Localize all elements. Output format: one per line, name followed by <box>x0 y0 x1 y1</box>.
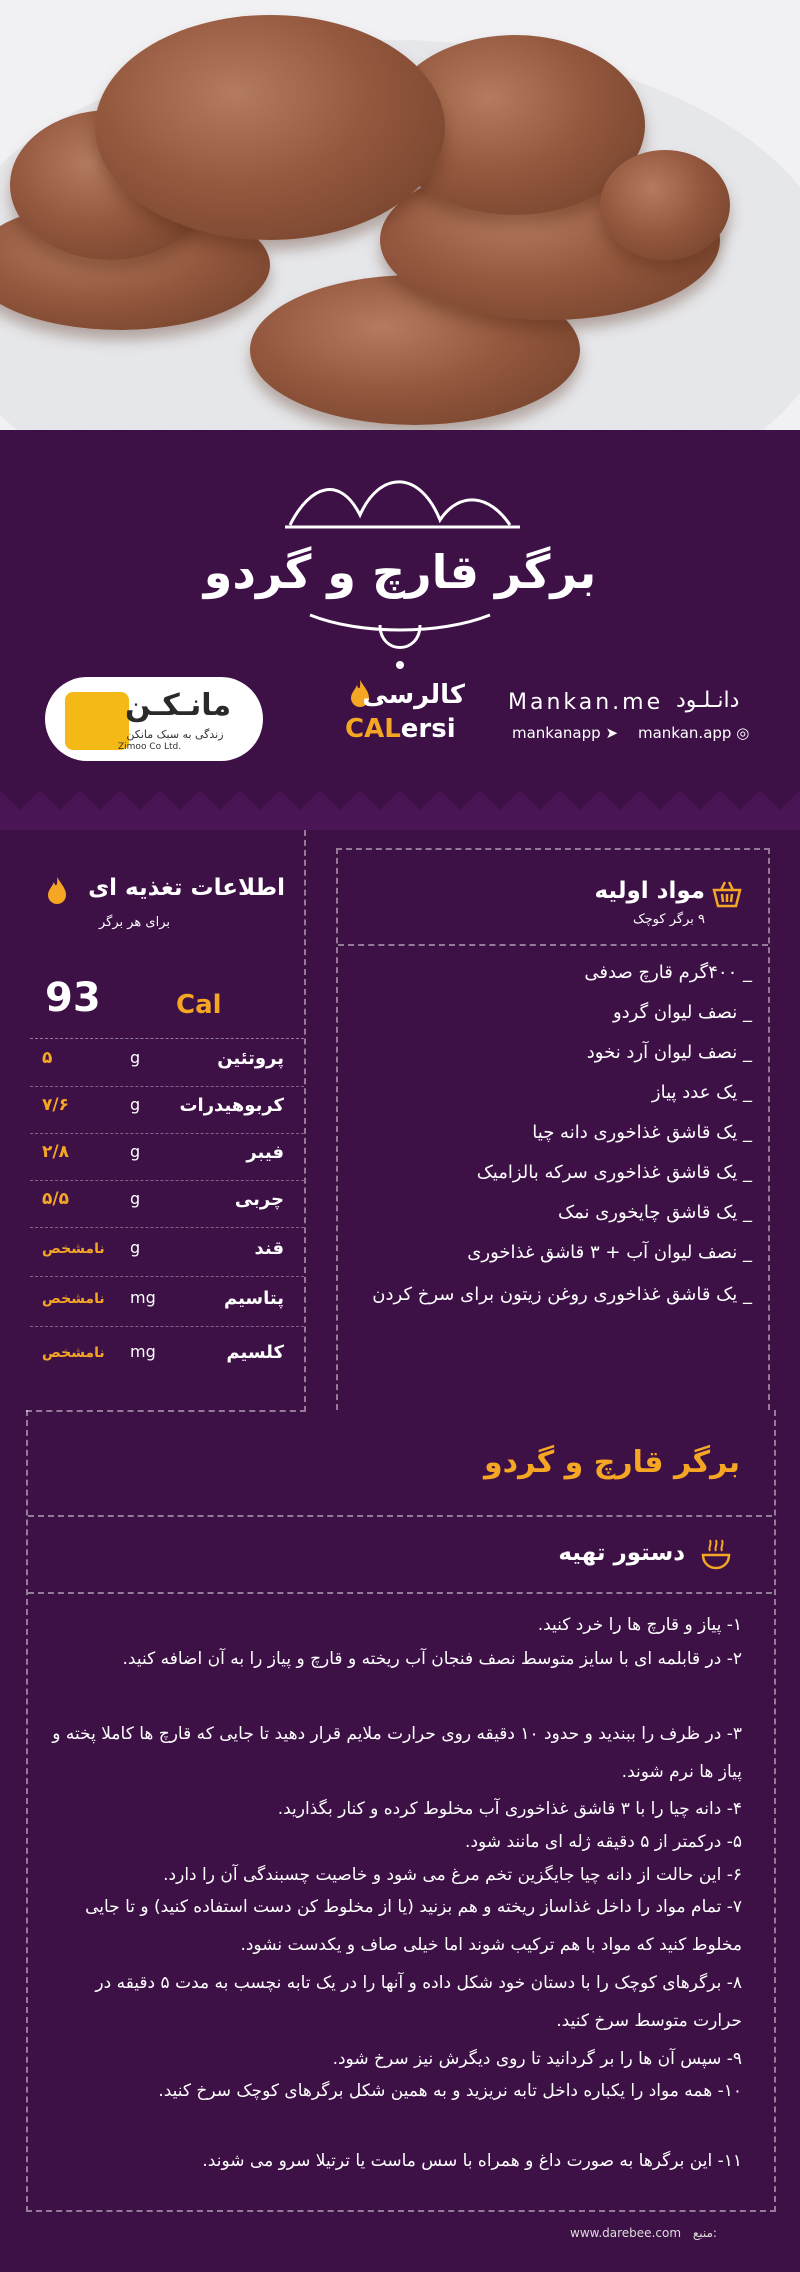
nutrition-subtitle: برای هر برگر <box>98 915 170 930</box>
page-title: برگر قارچ و گردو <box>203 545 597 599</box>
telegram-handle[interactable]: mankanapp ➤ <box>512 724 619 742</box>
calersi-persian: کالرسی <box>362 680 465 710</box>
recipe-step: ۹- سپس آن ها را بر گردانید تا روی دیگرش نیز سرخ شود. <box>332 2049 742 2069</box>
source-url[interactable]: www.darebee.com <box>570 2226 682 2240</box>
calories-value: 93 <box>45 975 101 1021</box>
recipe-step: ۷- تمام مواد را داخل غذاساز ریخته و هم بزنید (یا از مخلوط کن دست استفاده کنید) و تا جایی مخلوط کنید که مواد با هم ترکیب شوند اما خیلی صاف و یکدست نشود. <box>85 1897 742 1955</box>
brand-tagline: زندگی به سبک مانکن <box>126 728 224 741</box>
calories-unit: Cal <box>176 990 222 1020</box>
bowl-icon <box>700 1537 732 1571</box>
ingredient-item: _ ۴۰۰گرم قارچ صدفی <box>584 962 752 983</box>
ingredient-item: _ نصف لیوان گردو <box>612 1002 752 1023</box>
recipe-step: ۸- برگرهای کوچک را با دستان خود شکل داده و آنها را در یک تابه نچسب به مدت ۵ دقیقه در حرارت متوسط سرخ کنید. <box>95 1973 742 2031</box>
recipe-step: ۵- درکمتر از ۵ دقیقه ژله ای مانند شود. <box>465 1832 742 1852</box>
calersi-latin <box>345 714 485 744</box>
flame-icon <box>46 877 68 905</box>
source-credit <box>570 2226 717 2240</box>
nutrition-title: اطلاعات تغذیه ای <box>88 875 285 901</box>
recipe-step: ۱۱- این برگرها به صورت داغ و همراه با سس ماست یا ترتیلا سرو می شوند. <box>202 2151 742 2171</box>
ingredient-item: _ نصف لیوان آرد نخود <box>586 1042 752 1063</box>
instagram-icon: ◎ <box>736 724 750 742</box>
telegram-icon: ➤ <box>605 724 619 742</box>
method-title: دستور تهیه <box>558 1540 685 1566</box>
zigzag-band <box>0 790 800 830</box>
ingredient-item: _ یک قاشق چایخوری نمک <box>557 1202 752 1223</box>
site-url[interactable]: Mankan.me <box>508 690 664 715</box>
ingredient-item: _ یک قاشق غذاخوری دانه چیا <box>532 1122 752 1143</box>
recipe-title: برگر قارچ و گردو <box>484 1445 740 1480</box>
instagram-handle[interactable]: mankan.app ◎ <box>638 724 750 742</box>
ingredient-item: _ یک قاشق غذاخوری سرکه بالزامیک <box>476 1162 752 1183</box>
nutrition-row: کلسیم mg نامشخص <box>42 1342 284 1363</box>
recipe-step: ۶- این حالت از دانه چیا جایگزین تخم مرغ می شود و خاصیت چسبندگی آن را دارد. <box>163 1865 742 1885</box>
nutrition-row: فیبر g ۲/۸ <box>30 1134 304 1181</box>
burger-patty <box>600 150 730 260</box>
nutrition-row: پروتئین g ۵ <box>30 1040 304 1087</box>
nutrition-row: پتاسیم mg نامشخص <box>30 1280 304 1327</box>
source-label: منبع: <box>692 2226 717 2240</box>
download-label: دانـلـود <box>676 688 740 713</box>
method-divider <box>28 1592 772 1594</box>
recipe-step: ۴- دانه چیا را با ۳ قاشق غذاخوری آب مخلوط کرده و کنار بگذارید. <box>277 1799 742 1819</box>
brand-company: Zimoo Co Ltd. <box>118 742 182 752</box>
burger-patty <box>95 15 445 240</box>
recipe-step: ۲- در قابلمه ای با سایز متوسط نصف فنجان آب ریخته و قارچ و پیاز را به آن اضافه کنید. <box>122 1649 742 1669</box>
recipe-step: ۱- پیاز و قارچ ها را خرد کنید. <box>537 1615 742 1635</box>
ingredients-divider <box>338 944 768 946</box>
nutrition-row: چربی g ۵/۵ <box>30 1181 304 1228</box>
nutrition-row: قند g نامشخص <box>30 1230 304 1277</box>
recipe-step: ۳- در ظرف را ببندید و حدود ۱۰ دقیقه روی حرارت ملایم قرار دهید تا جایی که قارچ ها کاملا پخته و پیاز ها نرم شوند. <box>52 1724 742 1782</box>
nutrition-row: کربوهیدرات g ۷/۶ <box>30 1087 304 1134</box>
nutrition-divider <box>30 1038 304 1039</box>
ingredient-item: _ یک قاشق غذاخوری روغن زیتون برای سرخ کردن <box>372 1284 752 1305</box>
ingredient-item: _ نصف لیوان آب + ۳ قاشق غذاخوری <box>467 1242 752 1263</box>
recipe-divider <box>28 1515 772 1517</box>
ingredient-item: _ یک عدد پیاز <box>651 1082 752 1103</box>
basket-icon <box>712 880 742 908</box>
ingredients-title: مواد اولیه <box>594 878 705 904</box>
brand-name: مانـکـن <box>125 688 232 723</box>
hero-photo <box>0 0 800 430</box>
ingredients-subtitle: ۹ برگر کوچک <box>633 912 705 927</box>
calersi-cal: CAL <box>345 714 401 744</box>
calersi-ersi: ersi <box>400 714 456 744</box>
recipe-step: ۱۰- همه مواد را یکباره داخل تابه نریزید و به همین شکل برگرهای کوچک سرخ کنید. <box>158 2081 742 2101</box>
